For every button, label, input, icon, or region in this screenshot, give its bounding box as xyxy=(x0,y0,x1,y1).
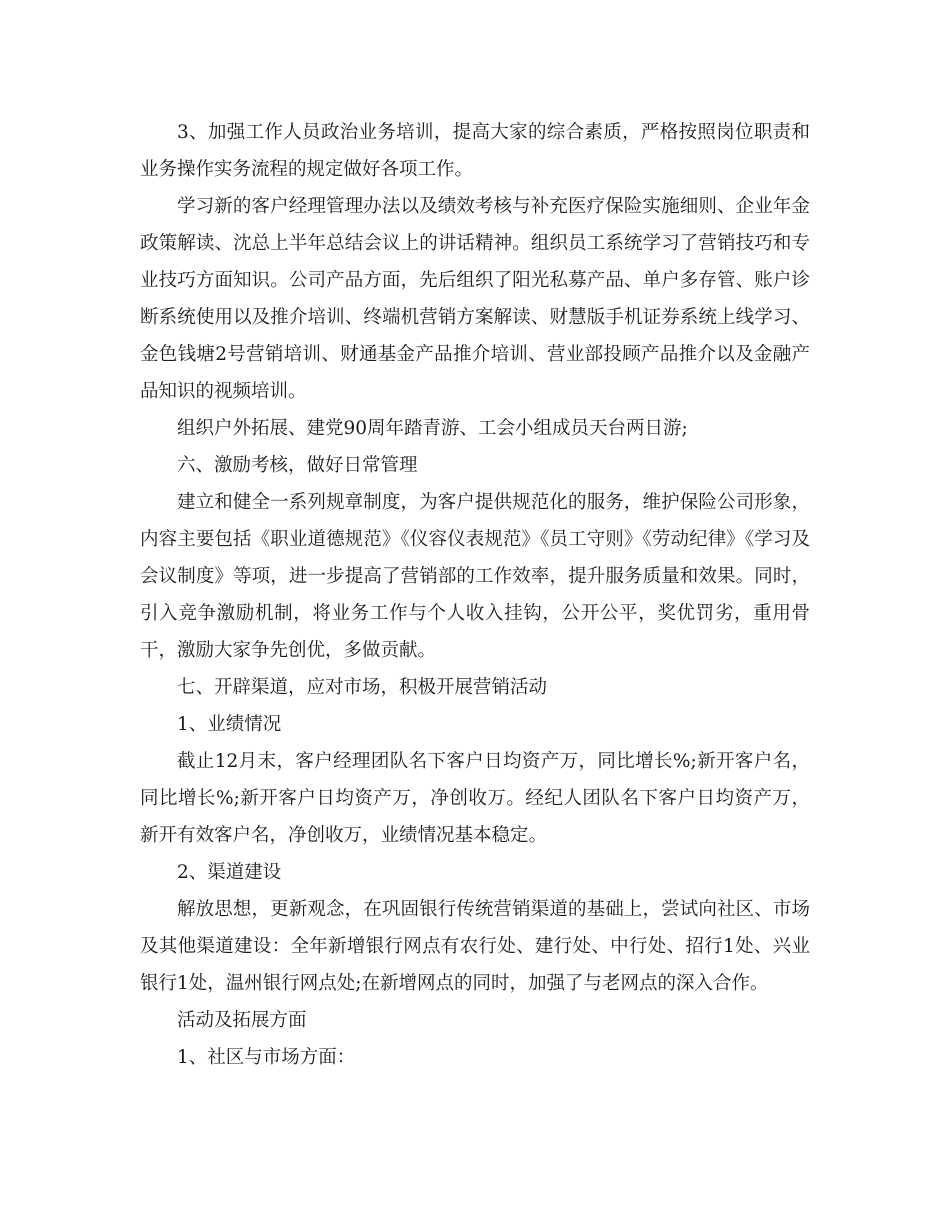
paragraph-training-item-3: 3、加强工作人员政治业务培训，提高大家的综合素质，严格按照岗位职责和业务操作实务流程的规定做好各项工作。 xyxy=(140,122,810,180)
paragraph-channel-building: 解放思想，更新观念，在巩固银行传统营销渠道的基础上，尝试向社区、市场及其他渠道建设：全年新增银行网点有农行处、建行处、中行处、招行1处、兴业银行1处，温州银行网点处;在新增网点的同时，加强了与老网点的深入合作。 xyxy=(140,899,810,994)
subheading-community-market: 1、社区与市场方面： xyxy=(177,1047,356,1068)
subheading-activities: 活动及拓展方面 xyxy=(177,1010,307,1031)
subheading-channel-building: 2、渠道建设 xyxy=(177,862,282,883)
paragraph-regulations: 建立和健全一系列规章制度，为客户提供规范化的服务，维护保险公司形象，内容主要包括《职业道德规范》《仪容仪表规范》《员工守则》《劳动纪律》《学习及会议制度》等项，进一步提高了营销部的工作效率，提升服务质量和效果。同时，引入竞争激励机制，将业务工作与个人收入挂钩，公开公平，奖优罚劣，重用骨干，激励大家争先创优，多做贡献。 xyxy=(140,492,810,661)
section-heading-7: 七、开辟渠道，应对市场，积极开展营销活动 xyxy=(177,677,548,698)
paragraph-learning: 学习新的客户经理管理办法以及绩效考核与补充医疗保险实施细则、企业年金政策解读、沈总上半年总结会议上的讲话精神。组织员工系统学习了营销技巧和专业技巧方面知识。公司产品方面，先后组织了阳光私募产品、单户多存管、账户诊断系统使用以及推介培训、终端机营销方案解读、财慧版手机证券系统上线学习、金色钱塘2号营销培训、财通基金产品推介培训、营业部投顾产品推介以及金融产品知识的视频培训。 xyxy=(140,196,810,402)
section-heading-6: 六、激励考核，做好日常管理 xyxy=(177,455,418,476)
subheading-performance: 1、业绩情况 xyxy=(177,714,282,735)
paragraph-outdoor-activities: 组织户外拓展、建党90周年踏青游、工会小组成员天台两日游; xyxy=(177,418,688,439)
paragraph-performance: 截止12月末，客户经理团队名下客户日均资产万，同比增长%;新开客户名，同比增长%;新开客户日均资产万，净创收万。经纪人团队名下客户日均资产万，新开有效客户名，净创收万，业绩情况基本稳定。 xyxy=(140,751,810,846)
document-body xyxy=(140,114,810,1076)
